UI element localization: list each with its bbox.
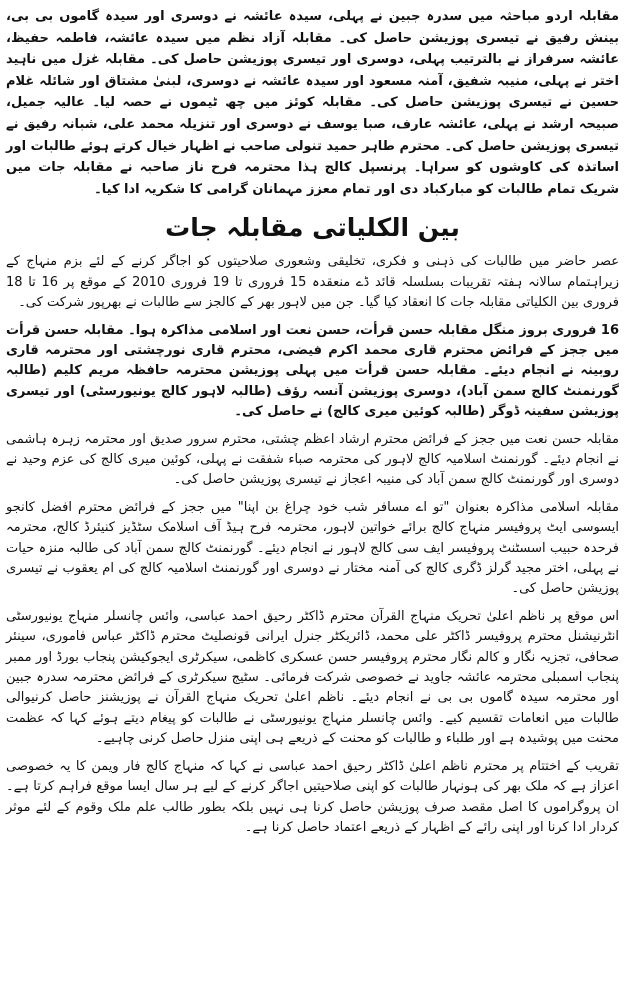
body-paragraph: اس موقع پر ناظم اعلیٰ تحریک منہاج القرآن محترم ڈاکٹر رحیق احمد عباسی، وائس چانسلر منہاج یونیورسٹی انٹرنیشنل محترم پروفیسر ڈاکٹر علی محمد، ڈائریکٹر جنرل ایرانی قونصلیٹ محترم ڈاکٹر عباس فاموری، سینئر صحافی، تجزیہ نگار و کالم نگار محترم پروفیسر حسن عسکری کاظمی، سیکرٹری ایجوکیشن پنجاب بورڈ اور ممبر پنجاب اسمبلی محترمہ عائشہ جاوید نے خصوصی شرکت فرمائی۔ سٹیج سیکرٹری کے فرائض محترمہ سدرہ جبین اور محترمہ سیدہ گاموں بی بی نے انجام دیئے۔ ناظم اعلیٰ تحریک منہاج القرآن نے پوزیشنز حاصل کرنیوالی طالبات میں انعامات تقسیم کیے۔ وائس چانسلر منہاج یونیورسٹی نے طالبات کو پیغام دیتے ہوئے کہا کہ عظمت محنت میں پوشیدہ ہے اور طلباء و طالبات کو محنت کے ذریعے ہی اپنی منزل حاصل کرنی چاہیے۔: [6, 608, 619, 747]
body-paragraph: 16 فروری بروز منگل مقابلہ حسن قرأت، حسن نعت اور اسلامی مذاکرہ ہوا۔ مقابلہ حسن قرأت میں ججز کے فرائض محترم قاری محمد اکرم فیضی، محترم قاری نورچشتی اور محترمہ قاری روبینہ نے انجام دیئے۔ مقابلہ حسن قرأت میں پہلی پوزیشن محترمہ حافظہ مریم کلیم (طالبہ گورنمنٹ کالج سمن آباد)، دوسری پوزیشن آنسہ رؤف (طالبہ لاہور کالج یونیورسٹی) اور تیسری پوزیشن سفینہ ڈوگر (طالبہ کوئین میری کالج) نے حاصل کی۔: [6, 322, 619, 420]
body-paragraph: مقابلہ اسلامی مذاکرہ بعنوان "تو اے مسافر شب خود چراغ بن اپنا" میں ججز کے فرائض محترم افضل کانجو ایسوسی ایٹ پروفیسر منہاج کالج برائے خواتین لاہور، محترمہ فرح ہیڈ آف اسلامک سٹڈیز کنیئرڈ کالج، محترمہ فرحدہ حبیب اسسٹنٹ پروفیسر ایف سی کالج لاہور نے انجام دیئے۔ گورنمنٹ کالج سمن آباد کی طالبہ منزہ حیات نے پہلی، اختر مجید گرلز ڈگری کالج کی آمنہ مختار نے دوسری اور گورنمنٹ اسلامیہ کالج کی ام یعقوب نے تیسری پوزیشن حاصل کی۔: [6, 499, 619, 597]
results-summary-paragraph: مقابلہ اردو مباحثہ میں سدرہ جبین نے پہلی، سیدہ عائشہ نے دوسری اور سیدہ گاموں بی بی، بینش رفیق نے تیسری پوزیشن حاصل کی۔ مقابلہ آزاد نظم میں سیدہ عائشہ، فاطمہ حفیظ، عائشہ سرفراز نے بالترتیب پہلی، دوسری اور تیسری پوزیشن حاصل کی۔ مقابلہ غزل میں ناہید اختر نے پہلی، منیبہ شفیق، آمنہ مسعود اور سیدہ عائشہ نے دوسری، لبنیٰ مشتاق اور شائلہ غلام حسین نے تیسری پوزیشن حاصل کی۔ مقابلہ کوئز میں چھ ٹیموں نے حصہ لیا۔ عالیہ جمیل، صبیحہ ارشد نے پہلی، عائشہ عارف، صبا یوسف نے دوسری اور تنزیلہ محمد علی، شبانہ رفیق نے تیسری پوزیشن حاصل کی۔ محترم طاہر حمید تنولی صاحب نے اظہار خیال کرتے ہوئے طالبات اور اساتذہ کی کاوشوں کو سراہا۔ پرنسپل کالج ہذا محترمہ فرح ناز صاحبہ نے مقابلہ جات میں شریک تمام طالبات کو مبارکباد دی اور تمام معزز مہمانان گرامی کا شکریہ ادا کیا۔: [6, 9, 619, 197]
section-heading: بین الکلیاتی مقابلہ جات: [165, 213, 460, 243]
article-body: [6, 252, 619, 838]
body-paragraph: مقابلہ حسن نعت میں ججز کے فرائض محترم ارشاد اعظم چشتی، محترم سرور صدیق اور محترمہ زہرہ ہاشمی نے انجام دیئے۔ گورنمنٹ اسلامیہ کالج لاہور کی محترمہ صباء شفقت نے پہلی، کوئین میری کالج کی عزم وحید نے دوسری اور گورنمنٹ کالج سمن آباد کی منیبہ اعجاز نے تیسری پوزیشن حاصل کی۔: [6, 431, 619, 488]
body-paragraph: تقریب کے اختتام پر محترم ناظم اعلیٰ ڈاکٹر رحیق احمد عباسی نے کہا کہ منہاج کالج فار ویمن کا یہ خصوصی اعزاز ہے کہ ملک بھر کی ہونہار طالبات کو اپنی صلاحیتیں اجاگر کرنے کے لیے ہر سال ایسا موقع فراہم کرتا ہے۔ ان پروگراموں کا اصل مقصد صرف پوزیشن حاصل کرنا ہی نہیں بلکہ بطور طالب علم ملک وقوم کے لئے موثر کردار ادا کرنا اور اپنی رائے کے اظہار کے ذریعے اعتماد حاصل کرنا ہے۔: [6, 758, 619, 835]
body-paragraph: عصر حاضر میں طالبات کی ذہنی و فکری، تخلیقی وشعوری صلاحیتوں کو اجاگر کرنے کے لئے بزم منہاج کے زیراہتمام سالانہ ہفتہ تقریبات بسلسلہ قائد ڈے منعقدہ 15 فروری تا 19 فروری 2010 کے موقع پر 16 تا 18 فروری بین الکلیاتی مقابلہ جات کا انعقاد کیا گیا۔ جن میں لاہور بھر کے کالجز سے طالبات نے بھرپور شرکت کی۔: [6, 254, 619, 311]
